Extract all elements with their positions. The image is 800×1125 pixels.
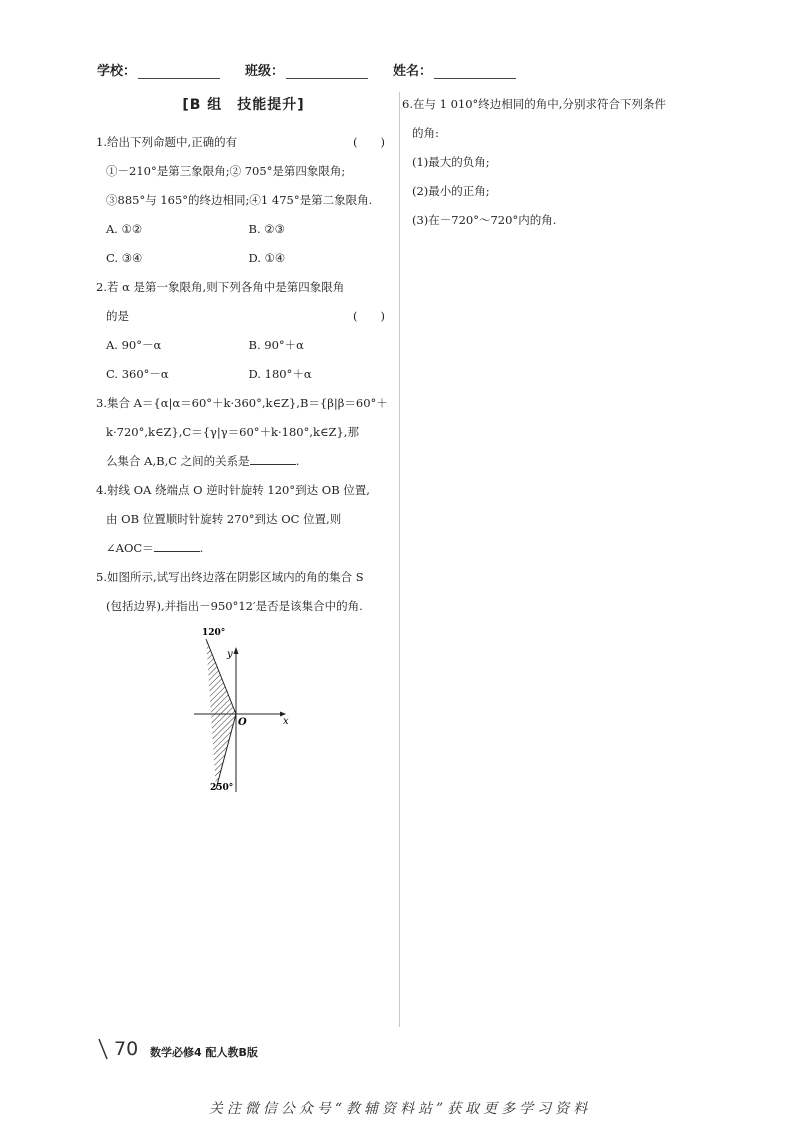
q1-answer-paren: ( ) [353,135,385,149]
question-4 [96,476,391,563]
class-label: 班级： [245,64,285,79]
q4-line2: 由 OB 位置顺时针旋转 270°到达 OC 位置,则 [106,512,342,526]
class-blank[interactable] [286,64,368,79]
q6-item-1: (1)最大的负角; [412,155,490,169]
q1-options [96,215,391,273]
question-3 [96,389,391,476]
right-column [402,90,702,235]
y-axis-arrow [234,647,239,654]
q3-line2: k·720°,k∈Z},C＝{γ|γ＝60°＋k·180°,k∈Z},那 [106,425,359,439]
q2-option-d: D. 180°＋α [248,367,312,381]
book-title: 数学必修4 配人教B版 [150,1046,258,1059]
q2-line2: 的是 [106,309,129,323]
q4-line1: 4.射线 OA 绕端点 O 逆时针旋转 120°到达 OB 位置, [96,483,370,497]
q3-period: . [295,454,300,468]
name-label: 姓名： [393,64,433,79]
q4-line3: ∠AOC＝ [106,541,154,555]
axis-y-label: y [227,649,233,660]
q3-line1: 3.集合 A＝{α|α＝60°＋k·360°,k∈Z},B＝{β|β＝60°＋ [96,396,388,410]
q4-period: . [199,541,204,555]
q1-option-b: B. ②③ [248,222,285,236]
school-label: 学校： [97,64,137,79]
school-blank[interactable] [138,64,220,79]
q1-stem: 1.给出下列命题中,正确的有 [96,135,238,149]
q3-line3: 么集合 A,B,C 之间的关系是 [106,454,250,468]
q2-option-c: C. 360°－α [106,367,169,381]
name-field [393,60,516,79]
watermark-text: 关注微信公众号“教辅资料站”获取更多学习资料 [208,1101,592,1117]
q2-options [96,331,391,389]
slash-decoration-icon [96,1038,110,1060]
label-250: 250° [210,783,234,792]
section-title: [B 组 技能提升] [182,97,305,113]
left-column [96,94,391,796]
question-6 [402,90,702,235]
angle-diagram [194,627,294,792]
class-field [245,60,368,79]
q6-item-3: (3)在－720°～720°内的角. [412,213,557,227]
label-120: 120° [202,628,226,638]
q1-line3: ③885°与 165°的终边相同;④1 475°是第二象限角. [106,193,373,207]
question-1 [96,128,391,273]
q1-option-c: C. ③④ [106,251,143,265]
student-info-header [0,60,800,84]
q4-answer-blank[interactable] [154,539,200,552]
q2-option-a: A. 90°－α [106,338,162,352]
q2-stem: 2.若 α 是第一象限角,则下列各角中是第四象限角 [96,280,345,294]
axis-x-label: x [283,716,289,727]
q2-answer-paren: ( ) [353,309,385,323]
q5-line2: (包括边界),并指出－950°12′是否是该集合中的角. [106,599,363,613]
q6-line2: 的角: [412,126,439,140]
q6-line1: 6.在与 1 010°终边相同的角中,分别求符合下列条件 [402,97,666,111]
page-number: 70 [114,1038,139,1060]
column-divider [399,92,400,1027]
q3-answer-blank[interactable] [250,452,296,465]
q1-option-a: A. ①② [106,222,143,236]
q6-item-2: (2)最小的正角; [412,184,490,198]
q2-option-b: B. 90°＋α [248,338,304,352]
q1-option-d: D. ①④ [248,251,286,265]
name-blank[interactable] [434,64,516,79]
school-field [97,60,220,79]
question-2 [96,273,391,389]
origin-label: O [238,717,247,728]
q1-line2: ①－210°是第三象限角;② 705°是第四象限角; [106,164,346,178]
q5-line1: 5.如图所示,试写出终边落在阴影区域内的角的集合 S [96,570,364,584]
question-5 [96,563,391,621]
